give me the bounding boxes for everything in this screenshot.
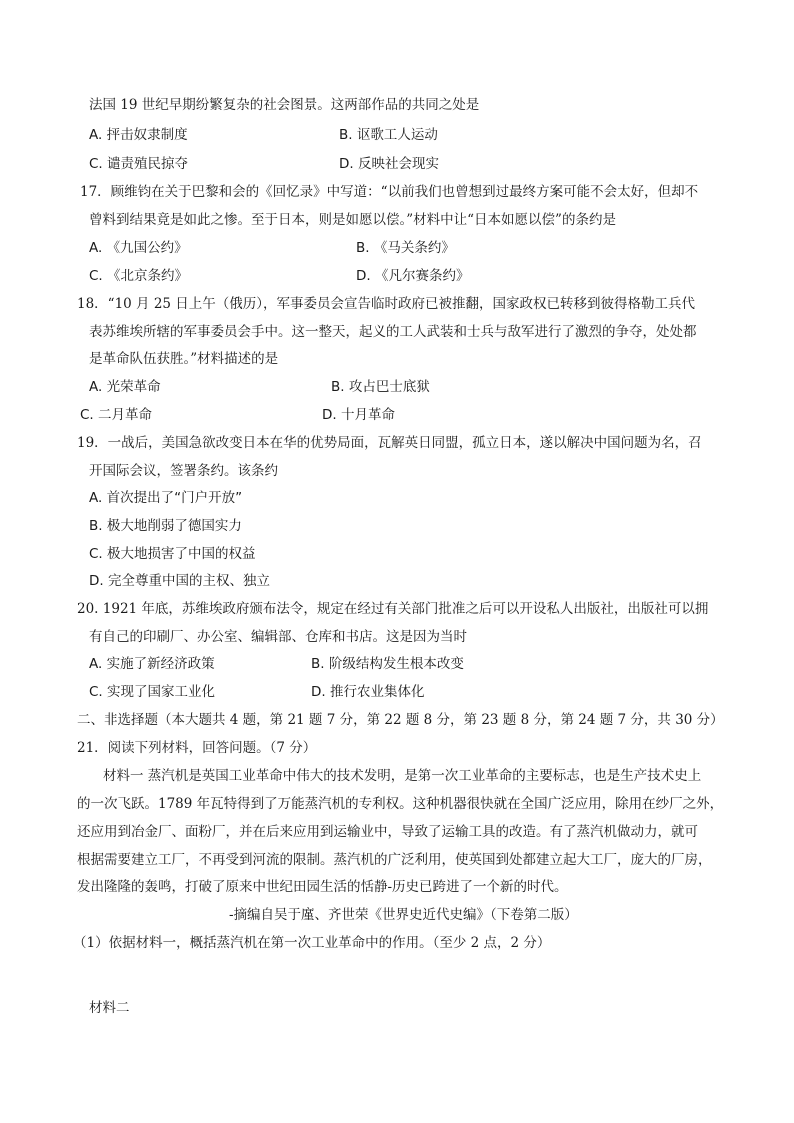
q16-option-d: D. 反映社会现实 [339, 156, 439, 172]
q20-option-d: D. 推行农业集体化 [311, 684, 425, 700]
q18-option-d: D. 十月革命 [322, 407, 395, 423]
q18-stem-line1: 18．“10 月 25 日上午（俄历），军事委员会宣告临时政府已被推翻，国家政权已转移到彼得格勒工兵代 [77, 296, 696, 312]
q18-stem-line3: 是革命队伍获胜。”材料描述的是 [89, 351, 279, 367]
q17-option-c: C. 《北京条约》 [89, 268, 189, 284]
q20-stem-line1: 20. 1921 年底，苏维埃政府颁布法令，规定在经过有关部门批准之后可以开设私人出版社，出版社可以拥 [77, 601, 709, 617]
q16-option-a: A. 抨击奴隶制度 [89, 127, 188, 143]
q21-material2-label: 材料二 [89, 1000, 130, 1016]
q20-option-b: B. 阶级结构发生根本改变 [311, 656, 464, 672]
q17-stem-line1: 17．顾维钧在关于巴黎和会的《回忆录》中写道：“以前我们也曾想到过最终方案可能不会太好，但却不 [80, 184, 699, 200]
q21-material1-line3: 还应用到冶金厂、面粉厂，并在后来应用到运输业中，导致了运输工具的改造。有了蒸汽机做动力，就可 [77, 824, 698, 840]
q17-stem-line2: 曾料到结果竟是如此之惨。至于日本，则是如愿以偿。”材料中让“日本如愿以偿”的条约是 [89, 212, 616, 228]
q19-option-b: B. 极大地削弱了德国实力 [89, 518, 242, 534]
q16-stem-tail: 法国 19 世纪早期纷繁复杂的社会图景。这两部作品的共同之处是 [89, 97, 480, 113]
q17-option-b: B. 《马关条约》 [356, 240, 455, 256]
q18-option-c: C. 二月革命 [80, 407, 153, 423]
q16-option-b: B. 讴歌工人运动 [339, 127, 438, 143]
q21-material1-line1: 材料一 蒸汽机是英国工业革命中伟大的技术发明，是第一次工业革命的主要标志，也是生产技术史上 [103, 768, 702, 784]
q17-option-a: A. 《九国公约》 [89, 240, 188, 256]
q19-stem-line2: 开国际会议，签署条约。该条约 [89, 463, 278, 479]
q19-stem-line1: 19．一战后，美国急欲改变日本在华的优势局面，瓦解英日同盟，孤立日本，遂以解决中国问题为名，召 [77, 435, 702, 451]
q19-option-c: C. 极大地损害了中国的权益 [89, 546, 256, 562]
q18-option-a: A. 光荣革命 [89, 379, 161, 395]
q21-title: 21．阅读下列材料，回答问题。（7 分） [77, 740, 317, 756]
q20-option-a: A. 实施了新经济政策 [89, 656, 215, 672]
q21-material1-line5: 发出隆隆的轰鸣，打破了原来中世纪田园生活的恬静-历史已跨进了一个新的时代。 [77, 879, 568, 895]
q19-option-a: A. 首次提出了“门户开放” [89, 490, 243, 506]
q21-material1-line4: 根据需要建立工厂，不再受到河流的限制。蒸汽机的广泛利用，使英国到处都建立起大工厂，庞大的厂房， [77, 852, 712, 868]
q21-subquestion-1: （1）依据材料一，概括蒸汽机在第一次工业革命中的作用。（至少 2 点，2 分） [73, 935, 551, 951]
section-heading-non-choice: 二、非选择题（本大题共 4 题，第 21 题 7 分，第 22 题 8 分，第 23 题 8 分，第 24 题 7 分，共 30 分） [77, 712, 724, 728]
q21-material1-line2: 的一次飞跃。1789 年瓦特得到了万能蒸汽机的专利权。这种机器很快就在全国广泛应用，除用在纱厂之外， [77, 796, 724, 812]
q21-source-citation: -摘编自吴于廑、齐世荣《世界史近代史编》（下卷第二版） [229, 907, 578, 923]
q20-option-c: C. 实现了国家工业化 [89, 684, 216, 700]
q18-stem-line2: 表苏维埃所辖的军事委员会手中。这一整天，起义的工人武装和士兵与敌军进行了激烈的争夺，处处都 [89, 324, 697, 340]
q18-option-b: B. 攻占巴士底狱 [331, 379, 430, 395]
q20-stem-line2: 有自己的印刷厂、办公室、编辑部、仓库和书店。这是因为当时 [89, 629, 467, 645]
q16-option-c: C. 谴责殖民掠夺 [89, 156, 189, 172]
q17-option-d: D. 《凡尔赛条约》 [356, 268, 470, 284]
q19-option-d: D. 完全尊重中国的主权、独立 [89, 573, 270, 589]
